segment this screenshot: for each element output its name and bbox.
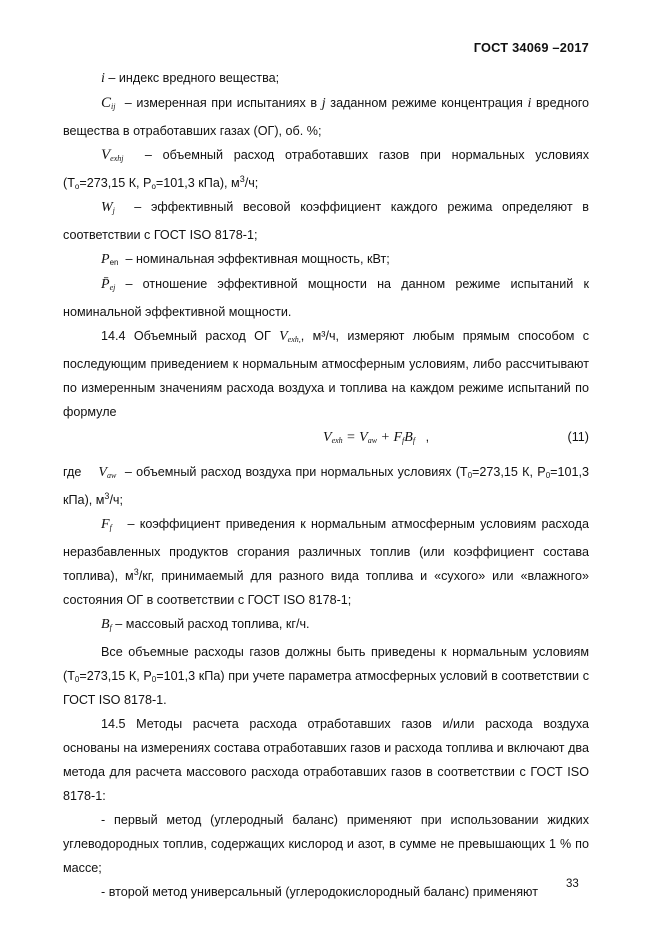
page-number: 33 xyxy=(566,878,579,890)
def-c: Cij – измеренная при испытаниях в j заданном режиме концентрация i вредного вещества в отработавших газах (ОГ), об. %; xyxy=(63,95,590,138)
def-p: P̄ej – отношение эффективной мощности на данном режиме испытаний к номинальной эффективной мощности. xyxy=(63,277,589,319)
formula-number: (11) xyxy=(567,430,589,444)
section-14-4: 14.4 Объемный расход ОГ Vexh,, м³/ч, измеряют любым прямым способом с последующим приведением к нормальным атмосферным условиям, либо рассчитывают по измеренным значениям расхода воздуха и топлива на каждом режиме испытаний по формуле xyxy=(63,329,589,419)
def-ff: Ff – коэффициент приведения к нормальным атмосферным условиям расхода неразбавленных продуктов сгорания различных топлив (или коэффициент состава топлива), $м^3/кг$, принимаемый для разного вида топлива и «сухого» или «влажного» состояния ОГ в соответствии с ГОСТ ISO 8178-1; xyxy=(63,517,590,607)
all-flows-note: Все объемные расходы газов должны быть приведены к нормальным условиям ($T_0=273,15$ К, $P_0=101,3$ кПа) при учете параметра атмосферных условий в соответствии с ГОСТ ISO 8178-1. xyxy=(63,645,590,707)
def-i: i – индекс вредного вещества; xyxy=(101,71,280,86)
formula-expression: Vexh = Vaw + FfBf , xyxy=(323,430,430,445)
standard-header: ГОСТ 34069 –2017 xyxy=(473,40,589,55)
document-body xyxy=(63,66,589,904)
def-w: Wj – эффективный весовой коэффициент каждого режима определяют в соответствии с ГОСТ ISO 8178-1; xyxy=(63,200,589,242)
formula-11 xyxy=(63,424,589,460)
method-2: - второй метод универсальный (углеродокислородный баланс) применяют xyxy=(101,885,538,899)
section-14-5: 14.5 Методы расчета расхода отработавших газов и/или расхода воздуха основаны на измерениях состава отработавших газов и расхода топлива и включают два метода для расчета массового расхода отработавших газов в соответствии с ГОСТ ISO 8178-1: xyxy=(63,717,589,803)
def-vaw: где Vaw – объемный расход воздуха при нормальных условиях ($T_0=273,15$ К, $P_0=101,3$ кПа), $м^3/ч$; xyxy=(63,465,590,507)
def-bf: Bf – массовый расход топлива, кг/ч. xyxy=(101,617,310,632)
method-1: - первый метод (углеродный баланс) применяют при использовании жидких углеводородных топлив, содержащих кислород и азот, в сумме не превышающих 1 % по массе; xyxy=(63,813,589,875)
def-pen: $P_{en}$ – номинальная эффективная мощность, кВт; xyxy=(101,252,390,267)
def-v: Vexhj – объемный расход отработавших газов при нормальных условиях ($T_o=273,15$ К, $P_o=101,3$ кПа), $м^3/ч$; xyxy=(63,147,589,191)
